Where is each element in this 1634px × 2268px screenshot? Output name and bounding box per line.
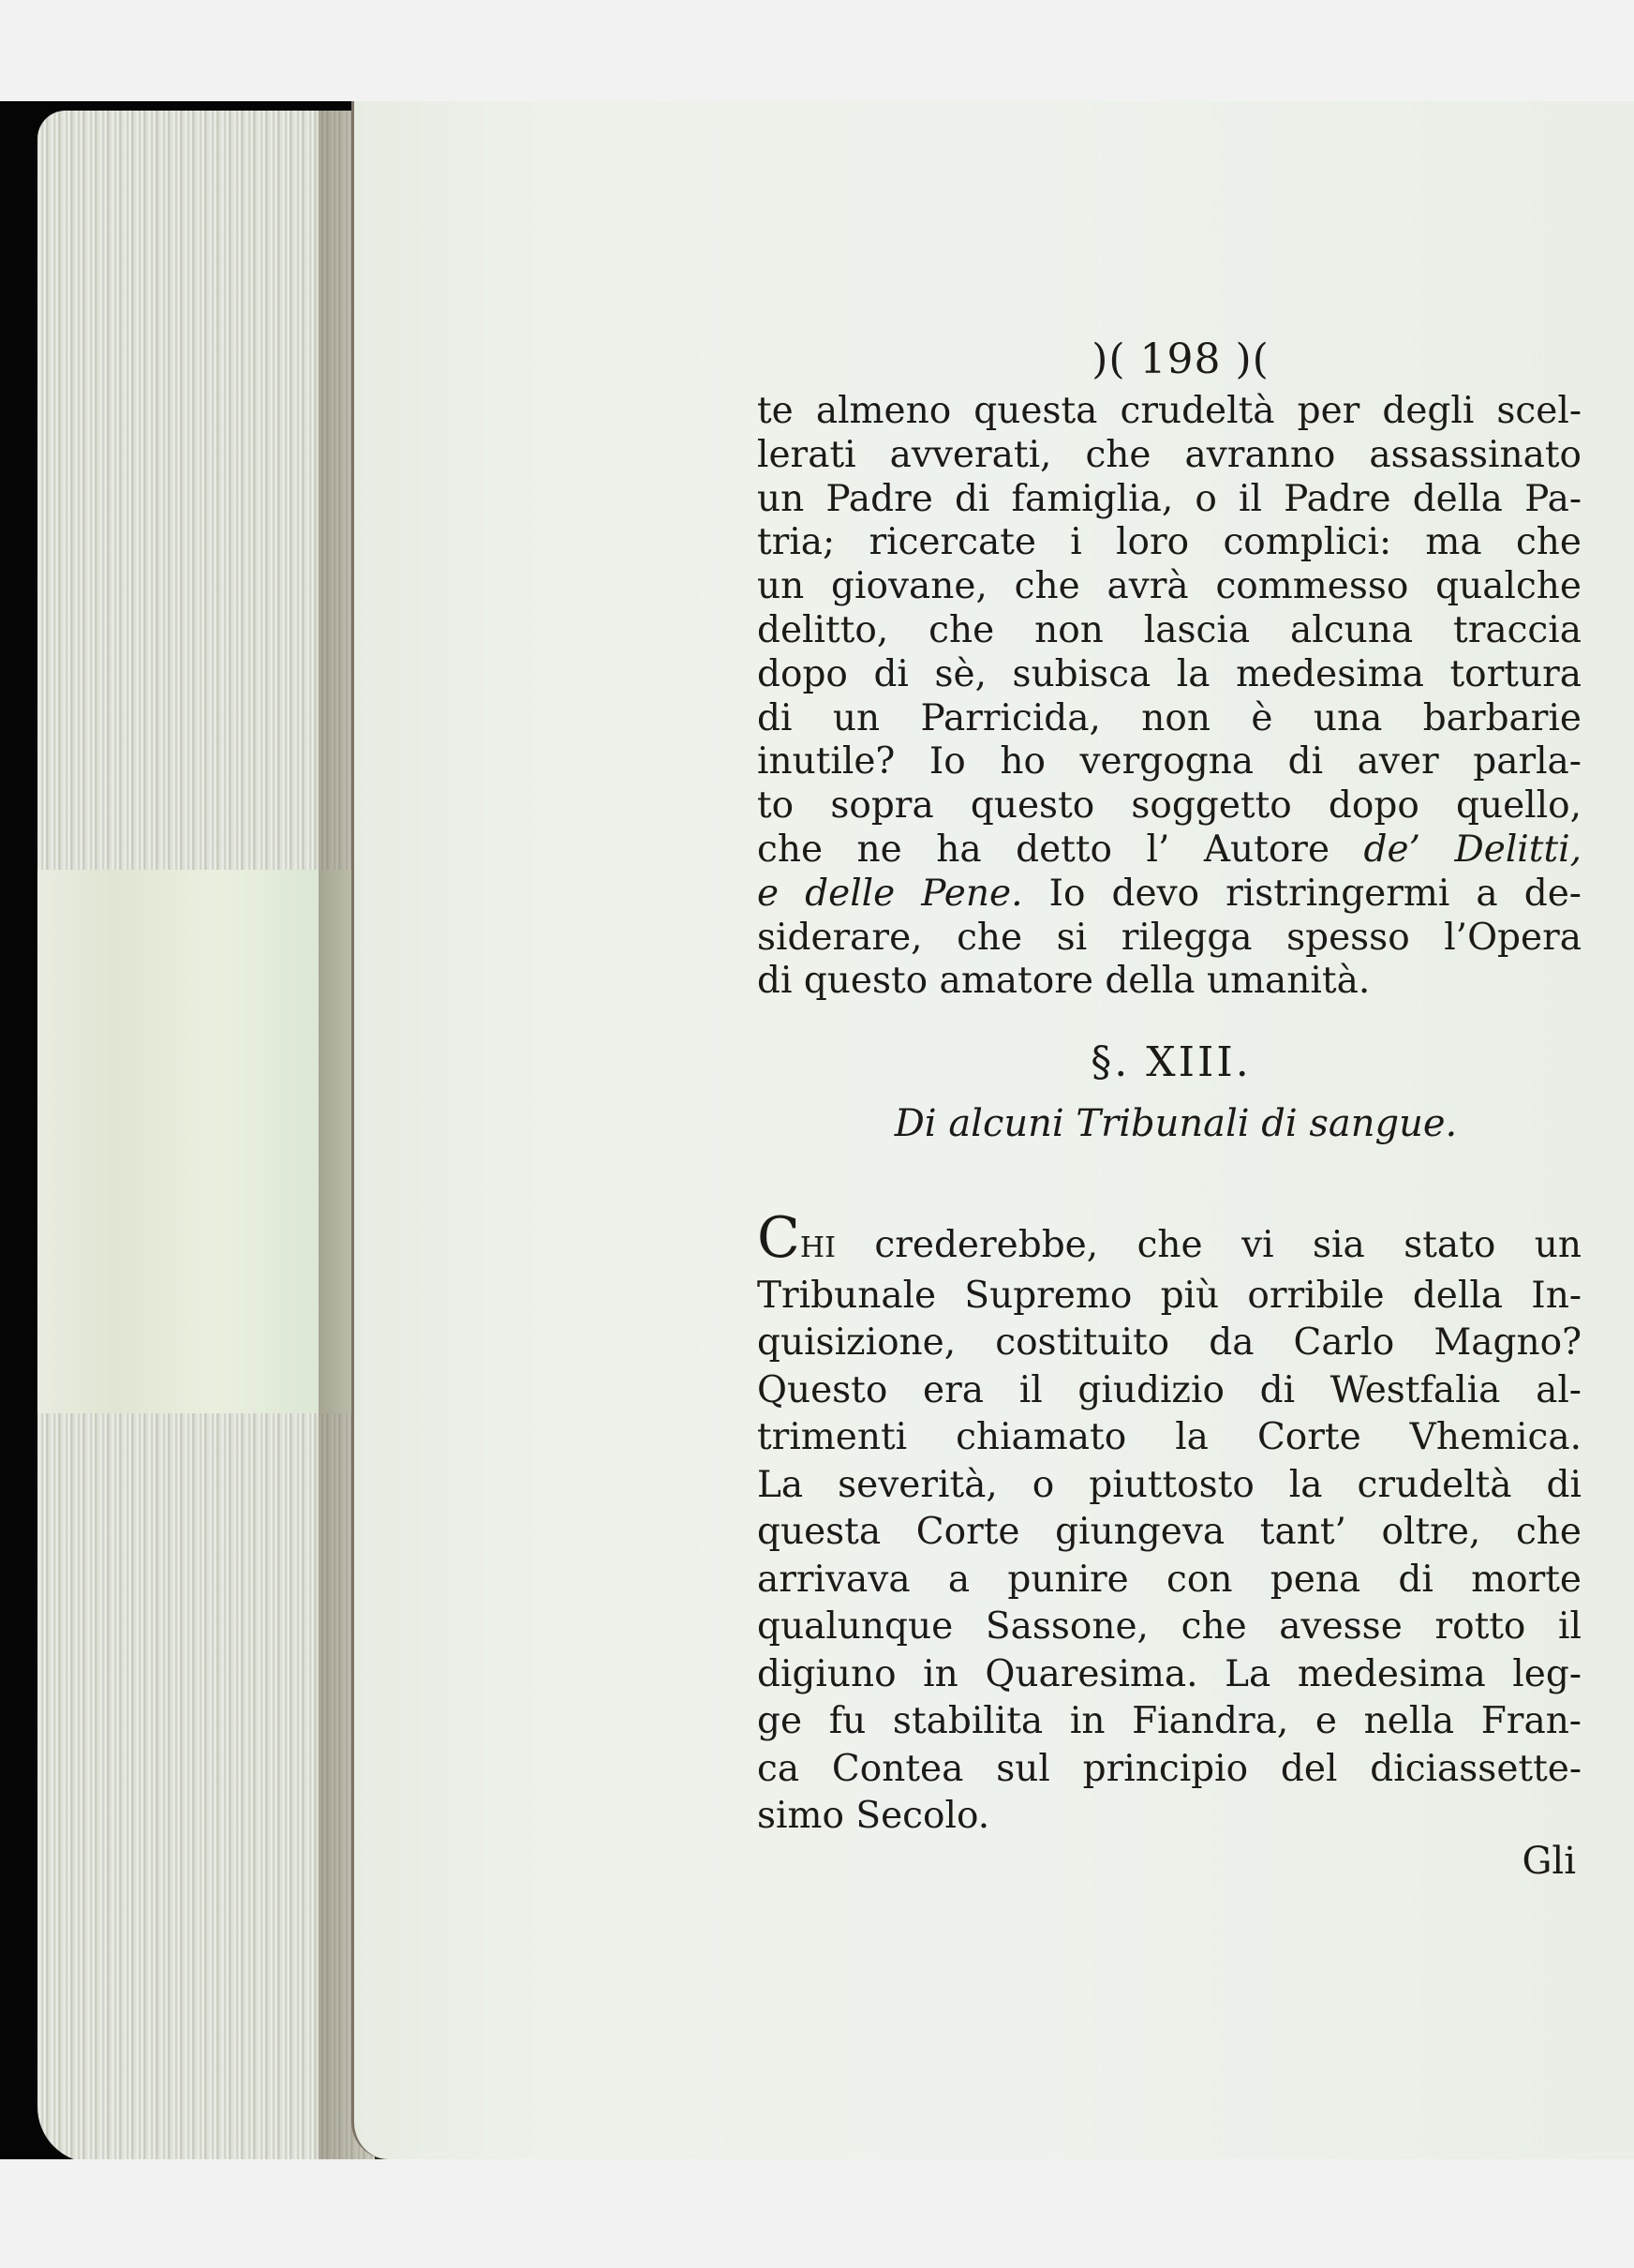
text-line [757,828,1582,873]
italic-title-run: e delle Pene. [757,872,1023,915]
text-line: questa Corte giungeva tant’ oltre, che [757,1511,1582,1553]
text-line: te almeno questa crudeltà per degli scel- [757,390,1582,432]
text-line: ca Contea sul principio del diciassette- [757,1747,1582,1790]
text-line: trimenti chiamato la Corte Vhemica. [757,1416,1582,1458]
text-line: dopo di sè, subisca la medesima tortura [757,652,1582,695]
drop-cap: C [757,1205,800,1271]
text-line: to sopra questo soggetto dopo quello, [757,784,1582,828]
text-line: digiuno in Quaresima. La medesima leg- [757,1652,1582,1695]
text-line: La severità, o piuttosto la crudeltà di [757,1463,1582,1506]
text-line: qualunque Sassone, che avesse rotto il [757,1605,1582,1648]
text-line: di questo amatore della umanità. [757,960,1371,1003]
text-line: Questo era il giudizio di Westfalia al- [757,1368,1582,1411]
text-line: inutile? Io ho vergogna di aver parla- [757,740,1582,783]
text-line: lerati avverati, che avranno assassinato [757,433,1582,476]
scanned-book-spread [0,101,1634,2159]
text-run: Io devo ristringermi a de- [1022,872,1582,915]
section-number: §. XIII. [1091,1038,1252,1086]
section-title: Di alcuni Tribunali di sangue. [894,1102,1458,1145]
page-header: )( 198 )( [1092,336,1270,383]
text-line: ge fu stabilita in Fiandra, e nella Fran- [757,1700,1582,1742]
text-line: siderare, che si rilegga spesso l’Opera [757,916,1582,959]
text-line: delitto, che non lascia alcuna traccia [757,608,1582,651]
section-paragraph [757,1205,1582,1841]
text-run: che ne ha detto l’ Autore [757,828,1364,871]
text-line: tria; ricercate i loro complici: ma che [757,521,1582,564]
text-line: di un Parricida, non è una barbarie [757,696,1582,739]
catchword: Gli [1522,1840,1576,1883]
text-run: crederebbe, che vi sia stato un [835,1224,1582,1266]
paragraph-continuation [757,390,1582,1004]
text-line: Tribunale Supremo più orribile della In- [757,1274,1582,1317]
text-line: simo Secolo. [757,1795,990,1837]
text-line: un Padre di famiglia, o il Padre della Pa- [757,477,1582,520]
text-line [757,1205,1582,1273]
text-line: un giovane, che avrà commesso qualche [757,565,1582,608]
text-line [757,873,1582,917]
text-line: arrivava a punire con pena di morte [757,1558,1582,1601]
italic-title-run: de’ Delitti, [1363,828,1582,871]
small-caps-run: HI [799,1231,836,1264]
text-line: quisizione, costituito da Carlo Magno? [757,1321,1582,1364]
